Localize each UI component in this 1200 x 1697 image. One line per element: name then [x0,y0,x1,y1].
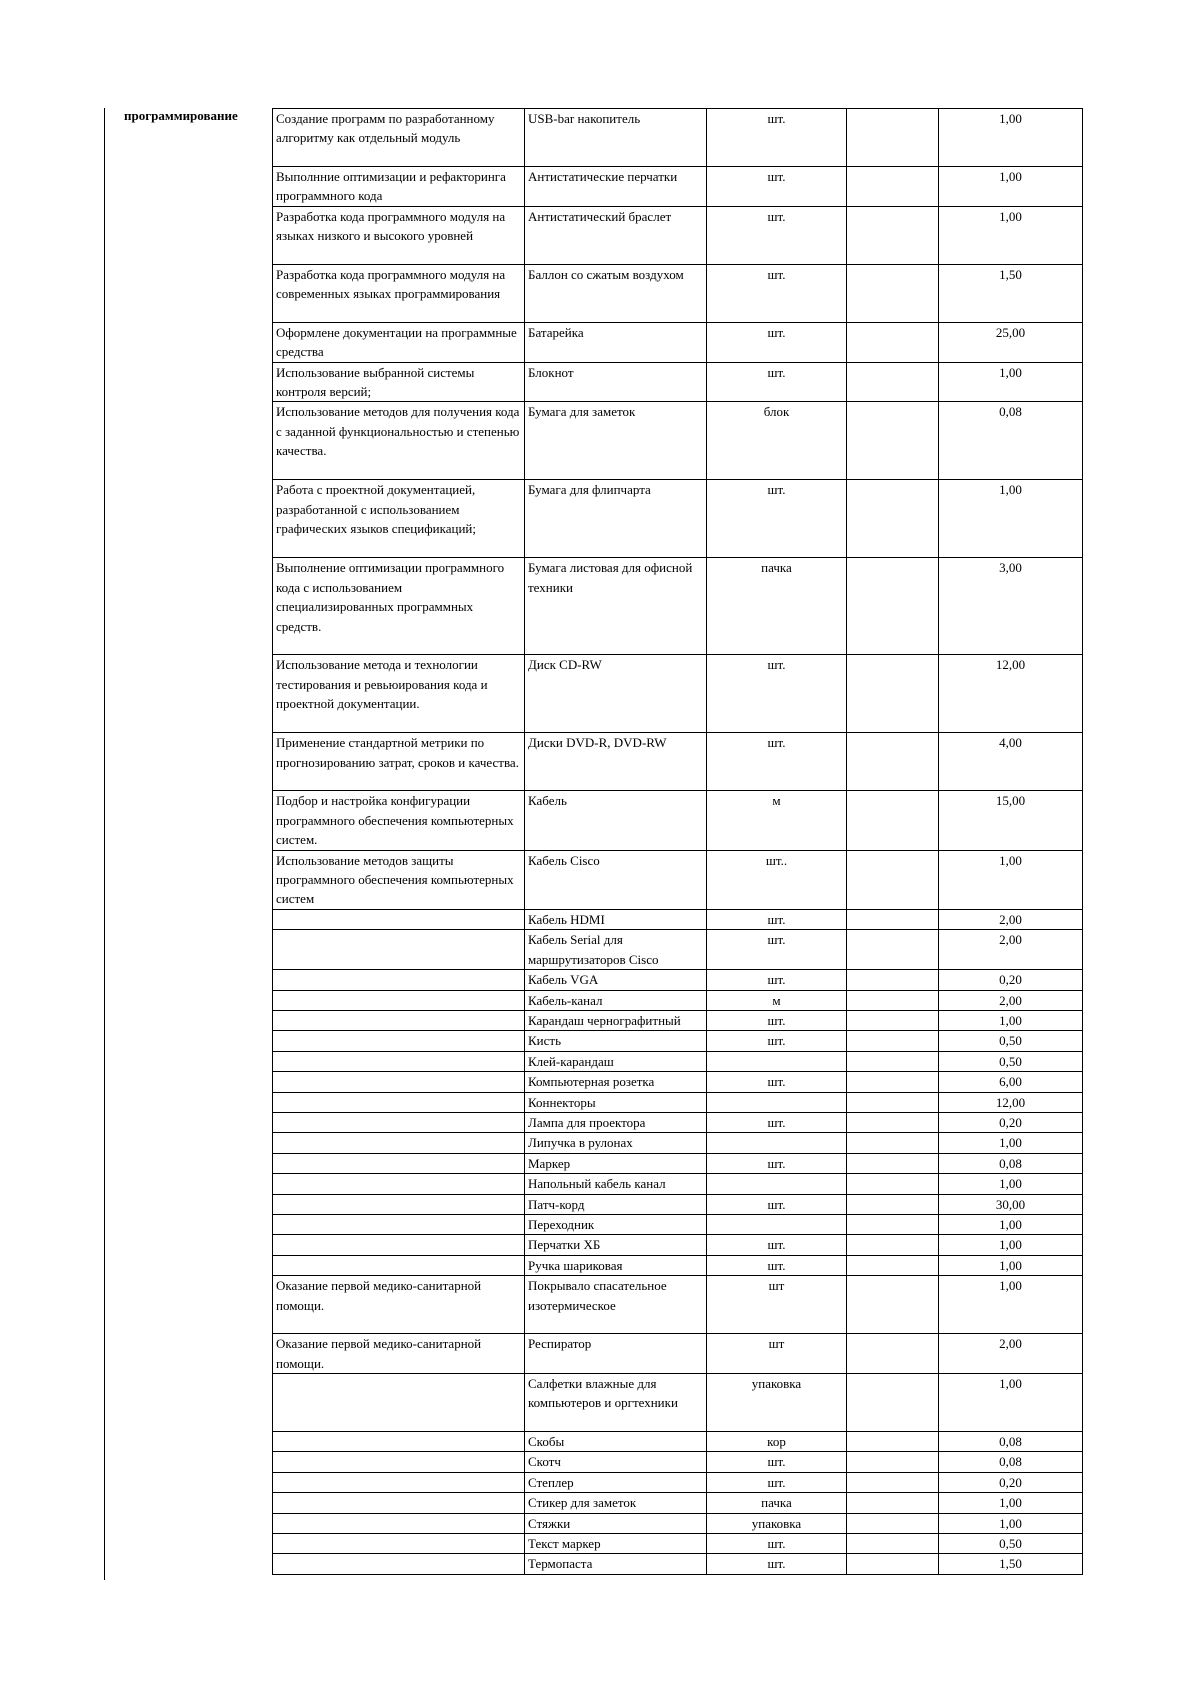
table-row [273,322,1083,362]
item-cell: Ручка шариковая [525,1255,707,1275]
task-cell [273,1513,525,1533]
blank-cell [847,322,939,362]
unit-cell: шт. [707,1010,847,1030]
unit-cell [707,1133,847,1153]
blank-cell [847,1334,939,1374]
table-row [273,1513,1083,1533]
quantity-cell: 0,50 [939,1051,1083,1071]
table-row [273,402,1083,480]
item-cell: Стяжки [525,1513,707,1533]
unit-cell: шт. [707,167,847,207]
task-cell: Разработка кода программного модуля на языках низкого и высокого уровней [273,206,525,264]
item-cell: Стикер для заметок [525,1493,707,1513]
blank-cell [847,109,939,167]
supplies-table-body [273,109,1083,1575]
item-cell: Напольный кабель канал [525,1174,707,1194]
unit-cell: шт.. [707,850,847,909]
blank-cell [847,850,939,909]
table-row [273,1194,1083,1214]
quantity-cell: 6,00 [939,1072,1083,1092]
task-cell: Работа с проектной документацией, разработанной с использованием графических языков спецификаций; [273,480,525,558]
blank-cell [847,362,939,402]
blank-cell [847,909,939,929]
task-cell: Применение стандартной метрики по прогнозированию затрат, сроков и качества. [273,733,525,791]
table-row [273,909,1083,929]
item-cell: Кабель [525,791,707,850]
table-row [273,1031,1083,1051]
task-cell [273,1214,525,1234]
quantity-cell: 0,08 [939,1452,1083,1472]
quantity-cell: 1,00 [939,1493,1083,1513]
blank-cell [847,1235,939,1255]
table-row [273,1010,1083,1030]
task-cell [273,1174,525,1194]
unit-cell: упаковка [707,1374,847,1432]
item-cell: Скобы [525,1432,707,1452]
blank-cell [847,791,939,850]
task-cell: Использование методов для получения кода с заданной функциональностью и степенью качества. [273,402,525,480]
table-row [273,1214,1083,1234]
item-cell: Батарейка [525,322,707,362]
item-cell: Компьютерная розетка [525,1072,707,1092]
unit-cell [707,1214,847,1234]
item-cell: Кисть [525,1031,707,1051]
item-cell: Липучка в рулонах [525,1133,707,1153]
unit-cell [707,1092,847,1112]
task-cell: Использование выбранной системы контроля версий; [273,362,525,402]
quantity-cell: 1,00 [939,1133,1083,1153]
item-cell: Антистатический браслет [525,206,707,264]
task-cell [273,1554,525,1574]
task-cell [273,1472,525,1492]
blank-cell [847,1214,939,1234]
unit-cell: шт. [707,109,847,167]
unit-cell: шт. [707,1031,847,1051]
blank-cell [847,558,939,655]
task-cell [273,990,525,1010]
blank-cell [847,1276,939,1334]
item-cell: Маркер [525,1153,707,1173]
blank-cell [847,167,939,207]
item-cell: Кабель VGA [525,970,707,990]
blank-cell [847,930,939,970]
quantity-cell: 0,20 [939,970,1083,990]
unit-cell: шт. [707,733,847,791]
item-cell: Салфетки влажные для компьютеров и оргтехники [525,1374,707,1432]
quantity-cell: 0,08 [939,1432,1083,1452]
blank-cell [847,1493,939,1513]
quantity-cell: 1,00 [939,206,1083,264]
unit-cell: шт. [707,1112,847,1132]
item-cell: USB-bar накопитель [525,109,707,167]
quantity-cell: 1,00 [939,850,1083,909]
unit-cell: м [707,791,847,850]
quantity-cell: 1,50 [939,264,1083,322]
table-row [273,1092,1083,1112]
task-cell [273,1235,525,1255]
unit-cell: шт. [707,1452,847,1472]
task-cell [273,1112,525,1132]
table-row [273,1276,1083,1334]
unit-cell: шт. [707,1072,847,1092]
unit-cell: шт. [707,1472,847,1492]
quantity-cell: 1,00 [939,1255,1083,1275]
unit-cell: упаковка [707,1513,847,1533]
quantity-cell: 1,00 [939,109,1083,167]
task-cell [273,1010,525,1030]
quantity-cell: 0,08 [939,402,1083,480]
table-row [273,264,1083,322]
section-label: программирование [124,108,238,123]
task-cell [273,1194,525,1214]
quantity-cell: 1,00 [939,362,1083,402]
table-row [273,990,1083,1010]
left-border-line [104,108,105,1580]
table-row [273,1153,1083,1173]
blank-cell [847,1374,939,1432]
quantity-cell: 0,50 [939,1534,1083,1554]
quantity-cell: 25,00 [939,322,1083,362]
supplies-table [272,108,1083,1575]
task-cell: Выполнение оптимизации программного кода с использованием специализированных программных средств. [273,558,525,655]
blank-cell [847,1153,939,1173]
item-cell: Лампа для проектора [525,1112,707,1132]
item-cell: Карандаш чернографитный [525,1010,707,1030]
quantity-cell: 0,20 [939,1112,1083,1132]
blank-cell [847,733,939,791]
item-cell: Бумага для флипчарта [525,480,707,558]
quantity-cell: 1,50 [939,1554,1083,1574]
quantity-cell: 1,00 [939,1374,1083,1432]
unit-cell: шт [707,1276,847,1334]
table-row [273,930,1083,970]
quantity-cell: 1,00 [939,480,1083,558]
item-cell: Клей-карандаш [525,1051,707,1071]
unit-cell: шт. [707,264,847,322]
quantity-cell: 12,00 [939,655,1083,733]
blank-cell [847,480,939,558]
unit-cell: шт. [707,1554,847,1574]
unit-cell: шт. [707,970,847,990]
blank-cell [847,1174,939,1194]
item-cell: Кабель Cisco [525,850,707,909]
item-cell: Коннекторы [525,1092,707,1112]
table-row [273,1133,1083,1153]
item-cell: Скотч [525,1452,707,1472]
unit-cell: шт. [707,322,847,362]
blank-cell [847,990,939,1010]
table-row [273,1472,1083,1492]
quantity-cell: 2,00 [939,1334,1083,1374]
task-cell: Использование методов защиты программного обеспечения компьютерных систем [273,850,525,909]
task-cell [273,1255,525,1275]
table-row [273,1493,1083,1513]
item-cell: Антистатические перчатки [525,167,707,207]
quantity-cell: 0,50 [939,1031,1083,1051]
table-row [273,558,1083,655]
task-cell: Разработка кода программного модуля на современных языках программирования [273,264,525,322]
item-cell: Текст маркер [525,1534,707,1554]
blank-cell [847,1010,939,1030]
item-cell: Диски DVD-R, DVD-RW [525,733,707,791]
task-cell [273,1072,525,1092]
task-cell [273,1534,525,1554]
table-row [273,733,1083,791]
blank-cell [847,1072,939,1092]
quantity-cell: 1,00 [939,1010,1083,1030]
table-row [273,1334,1083,1374]
quantity-cell: 12,00 [939,1092,1083,1112]
unit-cell: блок [707,402,847,480]
table-row [273,791,1083,850]
unit-cell: кор [707,1432,847,1452]
item-cell: Кабель Serial для маршрутизаторов Cisco [525,930,707,970]
blank-cell [847,970,939,990]
blank-cell [847,1194,939,1214]
table-row [273,1235,1083,1255]
task-cell [273,970,525,990]
table-row [273,1072,1083,1092]
task-cell [273,1153,525,1173]
blank-cell [847,1452,939,1472]
blank-cell [847,264,939,322]
quantity-cell: 1,00 [939,1174,1083,1194]
quantity-cell: 0,08 [939,1153,1083,1173]
quantity-cell: 0,20 [939,1472,1083,1492]
blank-cell [847,1432,939,1452]
blank-cell [847,1554,939,1574]
quantity-cell: 1,00 [939,167,1083,207]
unit-cell: пачка [707,558,847,655]
blank-cell [847,1472,939,1492]
blank-cell [847,655,939,733]
task-cell [273,1092,525,1112]
task-cell [273,930,525,970]
task-cell [273,1031,525,1051]
unit-cell: шт. [707,909,847,929]
task-cell: Использование метода и технологии тестирования и ревьюирования кода и проектной документации. [273,655,525,733]
item-cell: Бумага листовая для офисной техники [525,558,707,655]
task-cell: Подбор и настройка конфигурации программного обеспечения компьютерных систем. [273,791,525,850]
item-cell: Баллон со сжатым воздухом [525,264,707,322]
blank-cell [847,1513,939,1533]
unit-cell: пачка [707,1493,847,1513]
table-row [273,850,1083,909]
task-cell: Оказание первой медико-санитарной помощи. [273,1276,525,1334]
task-cell [273,1374,525,1432]
task-cell [273,1493,525,1513]
task-cell: Оказание первой медико-санитарной помощи. [273,1334,525,1374]
blank-cell [847,1255,939,1275]
unit-cell: шт. [707,480,847,558]
unit-cell: шт. [707,362,847,402]
table-row [273,206,1083,264]
item-cell: Покрывало спасательное изотермическое [525,1276,707,1334]
table-row [273,1174,1083,1194]
task-cell: Оформлене документации на программные средства [273,322,525,362]
unit-cell: шт. [707,1235,847,1255]
task-cell [273,1432,525,1452]
item-cell: Кабель-канал [525,990,707,1010]
item-cell: Степлер [525,1472,707,1492]
unit-cell: шт. [707,655,847,733]
item-cell: Кабель HDMI [525,909,707,929]
table-row [273,1432,1083,1452]
task-cell: Создание программ по разработанному алгоритму как отдельный модуль [273,109,525,167]
unit-cell [707,1051,847,1071]
blank-cell [847,1051,939,1071]
quantity-cell: 2,00 [939,990,1083,1010]
table-row [273,1112,1083,1132]
table-row [273,1452,1083,1472]
table-row [273,1051,1083,1071]
blank-cell [847,402,939,480]
table-row [273,1255,1083,1275]
blank-cell [847,1031,939,1051]
quantity-cell: 3,00 [939,558,1083,655]
table-row [273,480,1083,558]
task-cell [273,909,525,929]
task-cell [273,1133,525,1153]
unit-cell: шт. [707,1534,847,1554]
blank-cell [847,1133,939,1153]
blank-cell [847,1092,939,1112]
item-cell: Блокнот [525,362,707,402]
unit-cell [707,1174,847,1194]
quantity-cell: 1,00 [939,1513,1083,1533]
task-cell [273,1452,525,1472]
item-cell: Термопаста [525,1554,707,1574]
task-cell [273,1051,525,1071]
item-cell: Бумага для заметок [525,402,707,480]
item-cell: Перчатки ХБ [525,1235,707,1255]
table-row [273,167,1083,207]
quantity-cell: 2,00 [939,909,1083,929]
item-cell: Патч-корд [525,1194,707,1214]
unit-cell: шт. [707,930,847,970]
unit-cell: шт [707,1334,847,1374]
quantity-cell: 30,00 [939,1194,1083,1214]
unit-cell: шт. [707,1255,847,1275]
blank-cell [847,1112,939,1132]
table-row [273,655,1083,733]
quantity-cell: 1,00 [939,1235,1083,1255]
quantity-cell: 1,00 [939,1214,1083,1234]
table-row [273,1534,1083,1554]
quantity-cell: 2,00 [939,930,1083,970]
item-cell: Переходник [525,1214,707,1234]
quantity-cell: 4,00 [939,733,1083,791]
item-cell: Диск CD-RW [525,655,707,733]
unit-cell: шт. [707,1194,847,1214]
blank-cell [847,206,939,264]
table-row [273,1374,1083,1432]
unit-cell: шт. [707,1153,847,1173]
table-row [273,970,1083,990]
task-cell: Выполнние оптимизации и рефакторинга программного кода [273,167,525,207]
item-cell: Респиратор [525,1334,707,1374]
unit-cell: м [707,990,847,1010]
table-row [273,362,1083,402]
table-row [273,109,1083,167]
quantity-cell: 1,00 [939,1276,1083,1334]
unit-cell: шт. [707,206,847,264]
blank-cell [847,1534,939,1554]
quantity-cell: 15,00 [939,791,1083,850]
table-row [273,1554,1083,1574]
